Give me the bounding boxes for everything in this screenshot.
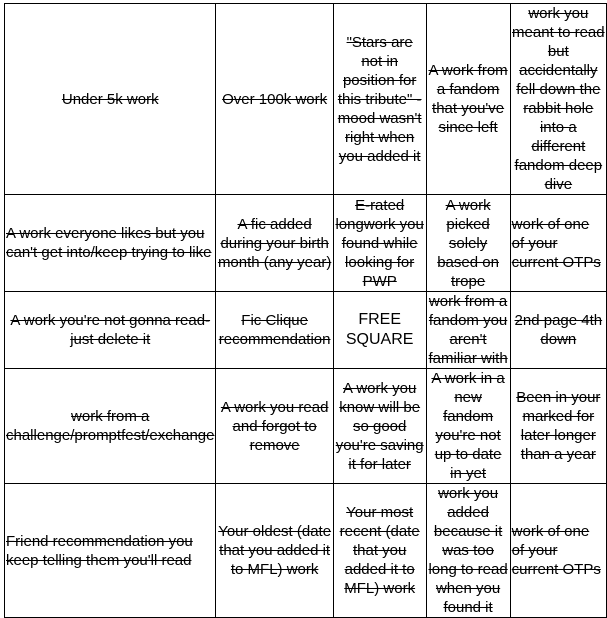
bingo-cell-text: A work everyone likes but you can't get into/keep trying to like <box>6 225 212 261</box>
bingo-cell-text: "Stars are not in position for this tribute" - mood wasn't right when you added it <box>337 33 422 165</box>
bingo-row <box>5 369 607 484</box>
bingo-cell-text: A work you know will be so good you're saving it for later <box>335 379 424 473</box>
bingo-cell-text: A work you're not gonna read- just delete it <box>10 312 211 348</box>
free-square-cell <box>333 292 426 369</box>
bingo-cell-text: A fic added during your birth month (any year) <box>217 215 332 271</box>
bingo-cell <box>510 484 606 618</box>
bingo-cell <box>426 292 510 369</box>
bingo-cell <box>5 484 216 618</box>
bingo-cell <box>5 195 216 292</box>
bingo-cell <box>5 292 216 369</box>
bingo-cell <box>510 195 606 292</box>
bingo-cell <box>216 195 333 292</box>
bingo-cell-text: Under 5k work <box>61 90 159 108</box>
bingo-cell-text: Your most recent (date that you added it to MFL) work <box>339 504 420 597</box>
bingo-cell-text: Over 100k work <box>222 90 328 108</box>
bingo-row <box>5 4 607 195</box>
bingo-cell <box>426 4 510 195</box>
bingo-cell-text: Friend recommendation you keep telling them you'll read <box>6 532 193 569</box>
bingo-cell-text: E-rated longwork you found while looking for PWP <box>335 196 424 290</box>
bingo-cell <box>333 484 426 618</box>
bingo-cell-text: 2nd page 4th down <box>514 312 603 348</box>
bingo-cell <box>426 369 510 484</box>
bingo-cell <box>510 369 606 484</box>
bingo-row <box>5 484 607 618</box>
bingo-cell <box>5 369 216 484</box>
free-square-text: FREE SQUARE <box>345 311 414 348</box>
bingo-cell-text: A work picked solely based on trope <box>437 196 499 290</box>
bingo-cell <box>216 292 333 369</box>
bingo-cell <box>216 369 333 484</box>
bingo-cell-text: A work in a new fandom you're not up to date in yet <box>431 370 505 482</box>
bingo-cell-text: Been in your marked for later longer than a year <box>516 389 601 463</box>
bingo-cell-text: Fic Clique recommendation <box>218 312 331 348</box>
bingo-cell <box>333 4 426 195</box>
bingo-cell <box>426 484 510 618</box>
bingo-cell <box>333 195 426 292</box>
bingo-cell-text: work you meant to read but accidentally fell down the rabbit hole into a different fandom deep dive <box>512 5 605 193</box>
bingo-cell <box>216 484 333 618</box>
bingo-cell <box>510 292 606 369</box>
bingo-cell-text: work of one of your current OTPs <box>511 215 601 271</box>
bingo-cell <box>333 369 426 484</box>
bingo-cell-text: Your oldest (date that you added it to MFL) work <box>218 523 332 578</box>
bingo-cell-text: work from a challenge/promptfest/exchange <box>6 408 215 444</box>
bingo-card <box>4 3 607 618</box>
bingo-cell-text: work from a fandom you aren't familiar with <box>428 293 508 367</box>
bingo-cell <box>426 195 510 292</box>
bingo-cell <box>216 4 333 195</box>
bingo-cell-text: work you added because it was too long to read when you found it <box>428 485 508 616</box>
bingo-row <box>5 292 607 369</box>
bingo-cell-text: A work you read and forgot to remove <box>220 398 329 454</box>
bingo-cell-text: A work from a fandom that you've since left <box>428 62 508 136</box>
bingo-cell-text: work of one of your current OTPs <box>511 523 601 578</box>
bingo-row <box>5 195 607 292</box>
bingo-cell <box>510 4 606 195</box>
bingo-cell <box>5 4 216 195</box>
